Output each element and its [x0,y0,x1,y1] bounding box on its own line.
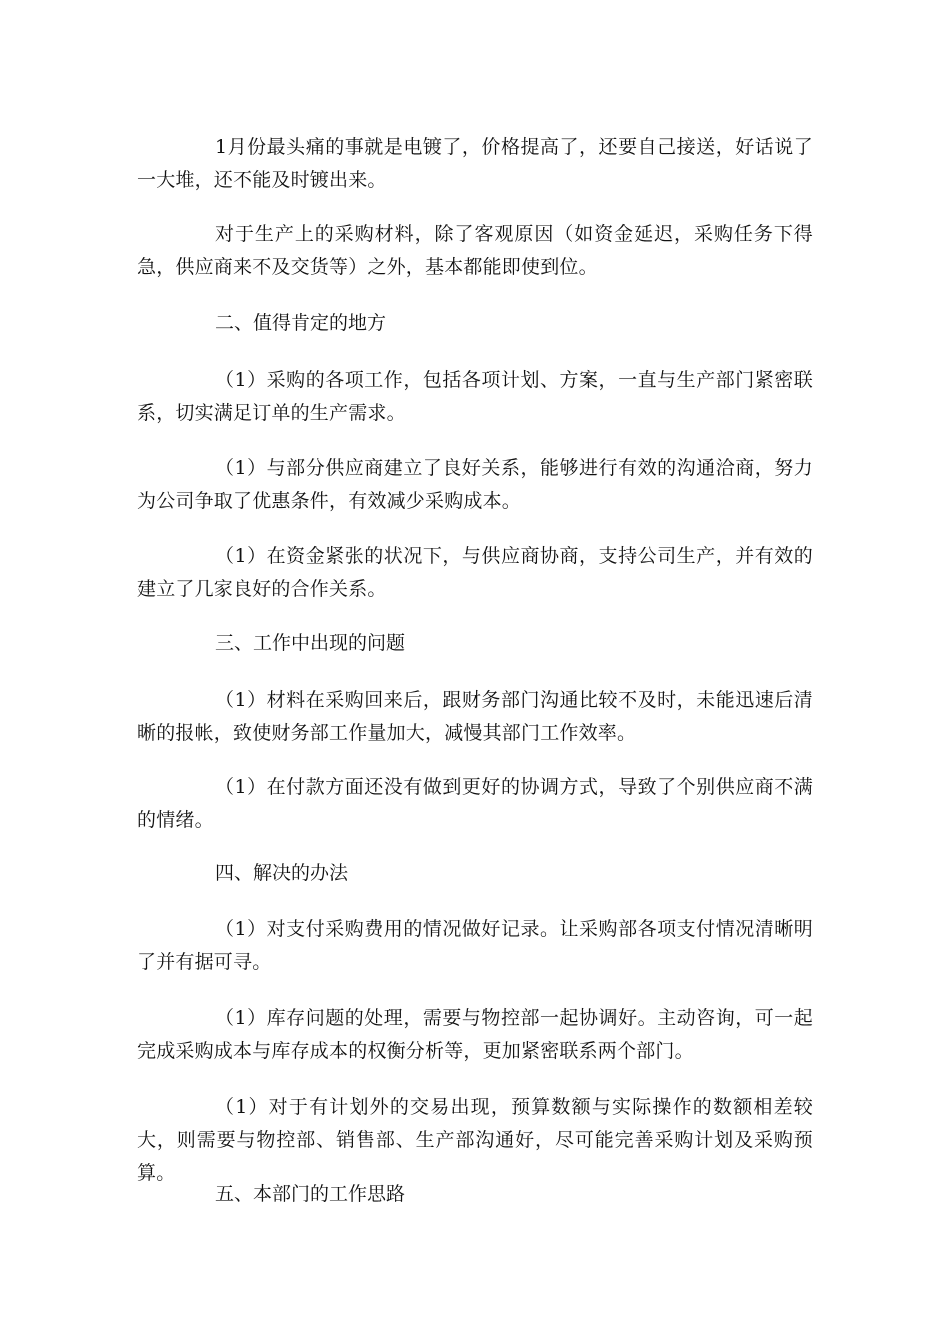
paragraph-solution-2: （1）库存问题的处理，需要与物控部一起协调好。主动咨询，可一起完成采购成本与库存成本的权衡分析等，更加紧密联系两个部门。 [137,1007,813,1062]
section-heading-3: 三、工作中出现的问题 [215,632,406,654]
paragraph-positive-2: （1）与部分供应商建立了良好关系，能够进行有效的沟通洽商，努力为公司争取了优惠条件，有效减少采购成本。 [137,457,813,512]
section-heading-2: 二、值得肯定的地方 [215,312,387,334]
paragraph-material-procurement: 对于生产上的采购材料，除了客观原因（如资金延迟，采购任务下得急，供应商来不及交货等）之外，基本都能即使到位。 [137,223,813,278]
section-heading-5: 五、本部门的工作思路 [215,1183,406,1205]
paragraph-electroplating: 1月份最头痛的事就是电镀了，价格提高了，还要自己接送，好话说了一大堆，还不能及时镀出来。 [137,136,813,191]
paragraph-positive-3: （1）在资金紧张的状况下，与供应商协商，支持公司生产，并有效的建立了几家良好的合作关系。 [137,545,813,600]
paragraph-solution-1: （1）对支付采购费用的情况做好记录。让采购部各项支付情况清晰明了并有据可寻。 [137,918,813,973]
paragraph-solution-3: （1）对于有计划外的交易出现，预算数额与实际操作的数额相差较大，则需要与物控部、销售部、生产部沟通好，尽可能完善采购计划及采购预算。 [137,1096,813,1184]
paragraph-problem-1: （1）材料在采购回来后，跟财务部门沟通比较不及时，未能迅速后清晰的报帐，致使财务部工作量加大，减慢其部门工作效率。 [137,689,813,744]
paragraph-problem-2: （1）在付款方面还没有做到更好的协调方式，导致了个别供应商不满的情绪。 [137,776,813,831]
section-heading-4: 四、解决的办法 [215,862,349,884]
paragraph-positive-1: （1）采购的各项工作，包括各项计划、方案，一直与生产部门紧密联系，切实满足订单的生产需求。 [137,369,813,424]
